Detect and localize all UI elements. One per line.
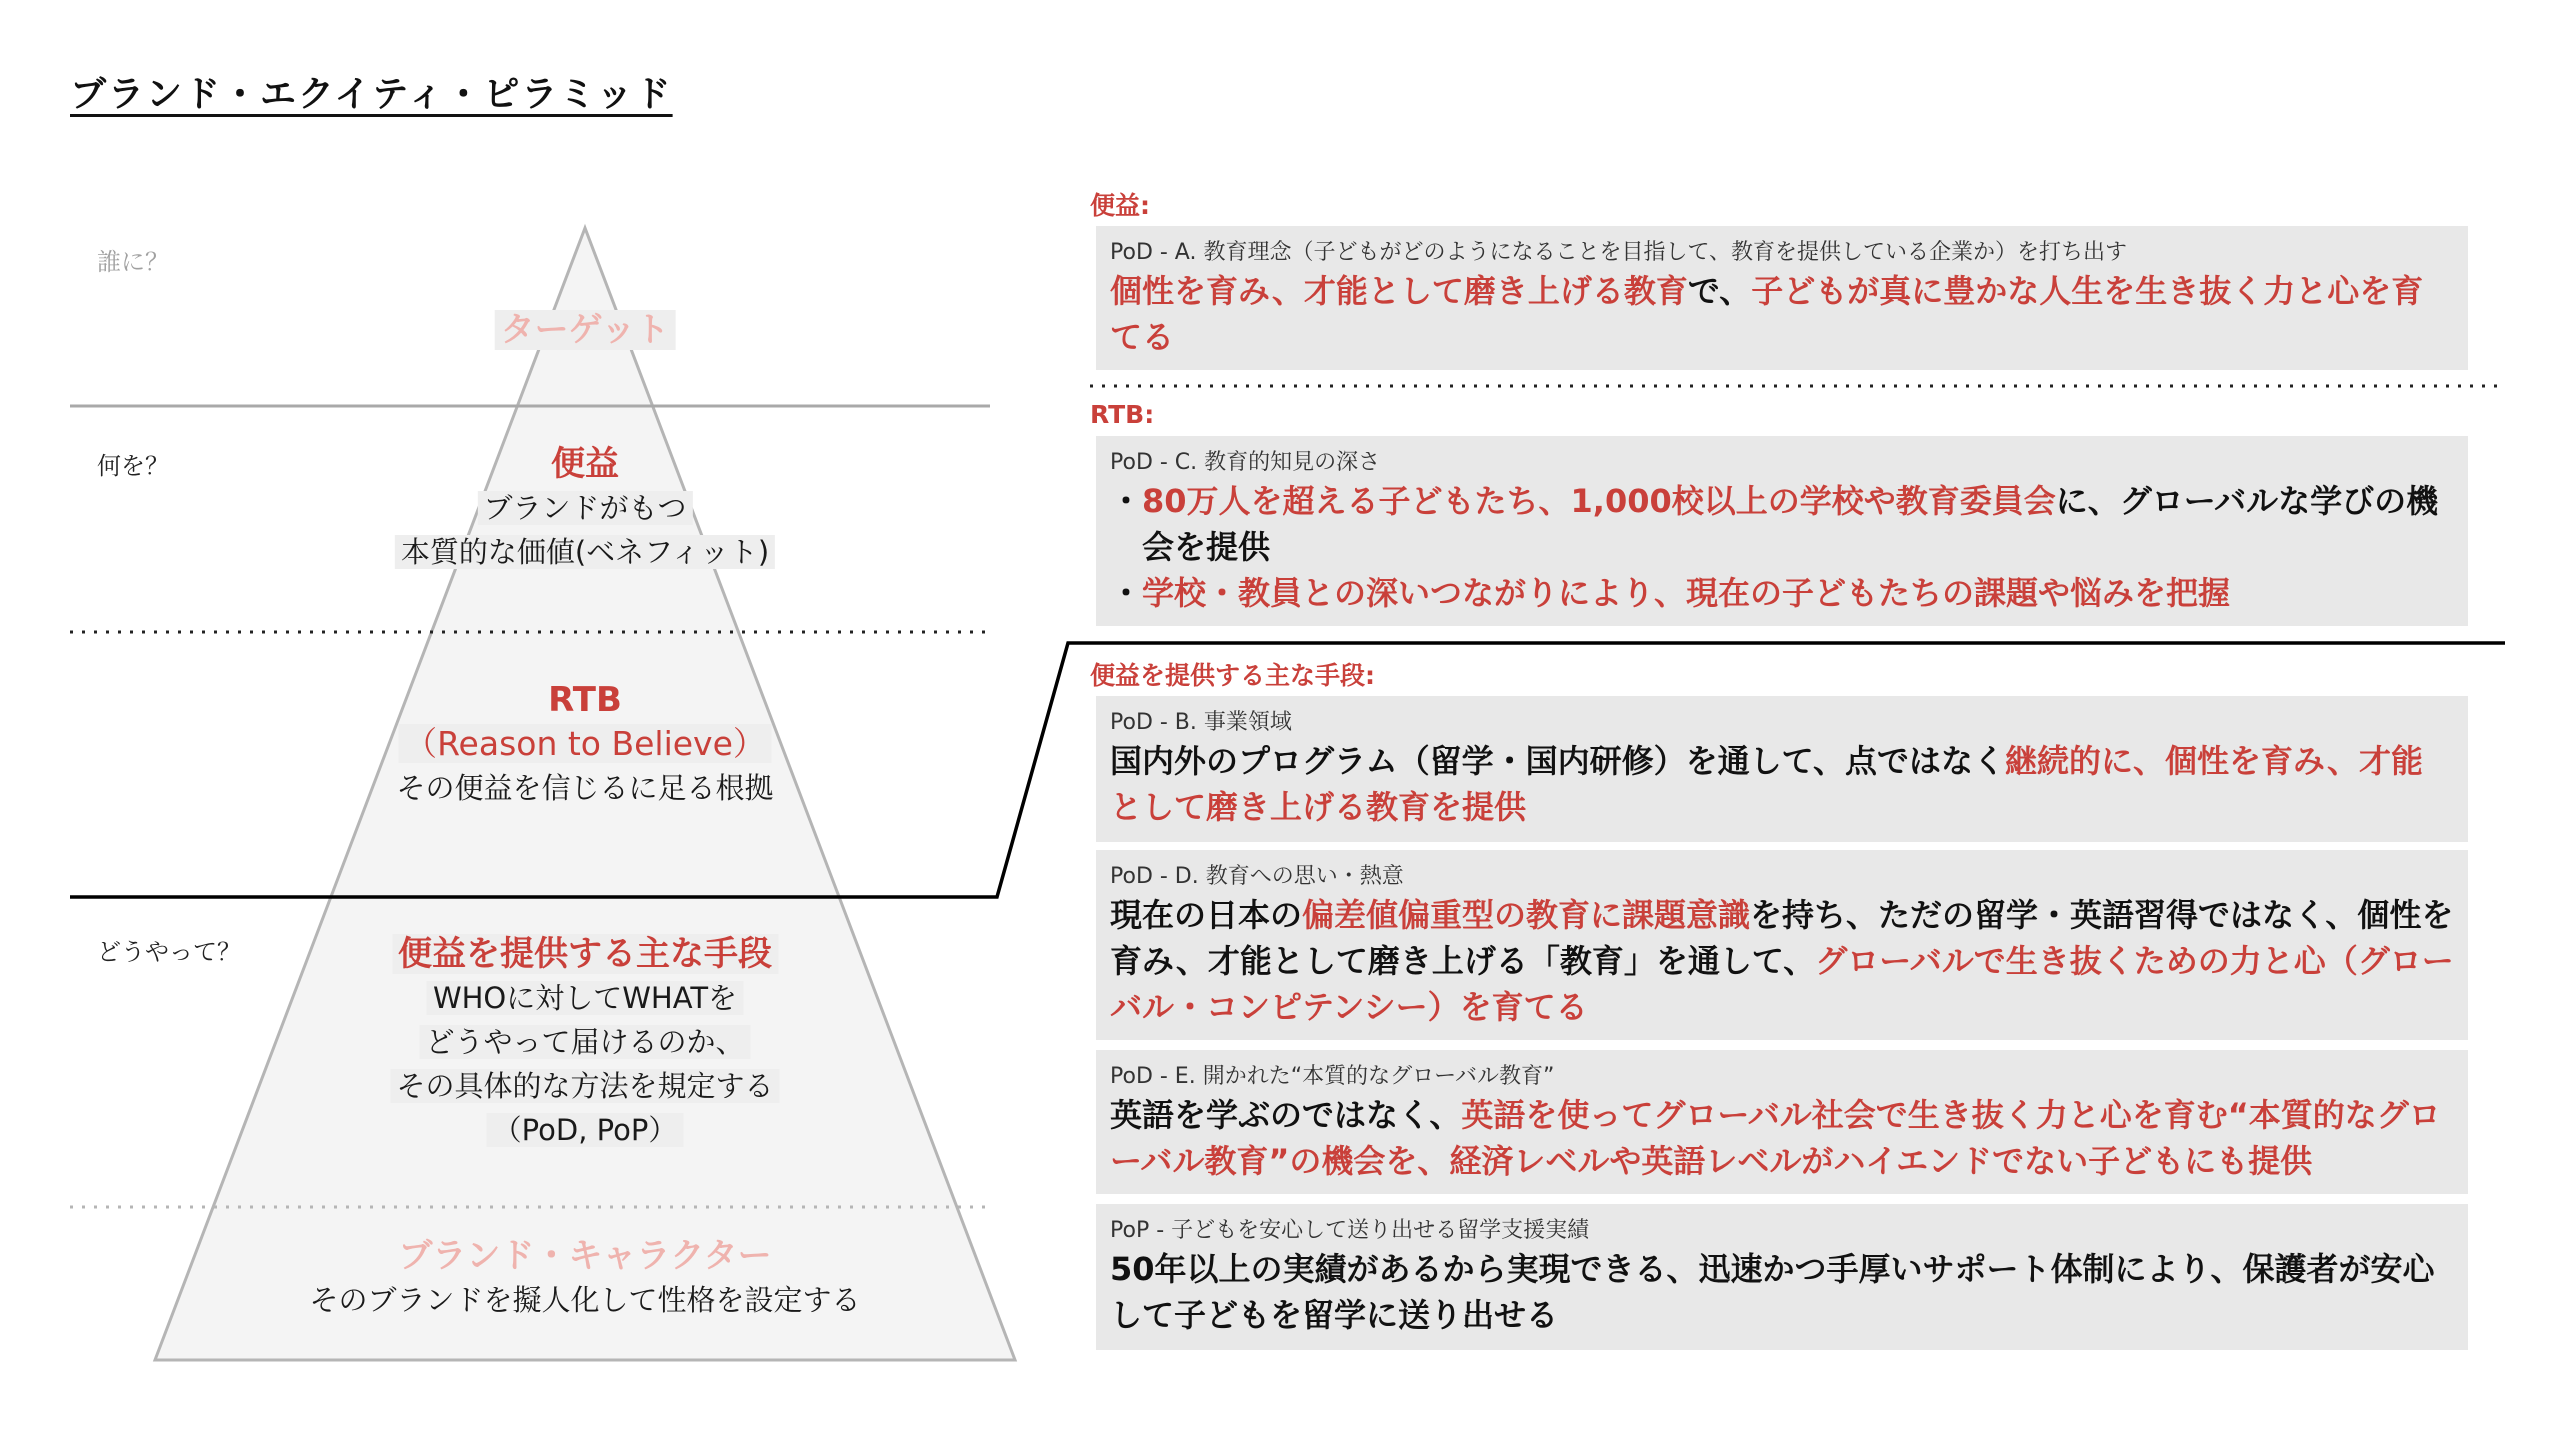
panel-pod-d-body: 現在の日本の偏差値偏重型の教育に課題意識を持ち、ただの留学・英語習得ではなく、個性を育み、才能として磨き上げる「教育」を通して、グローバルで生き抜くための力と心（グローバル・コンピテンシー）を育てる <box>1110 896 2454 1026</box>
panel-pop-body: 50年以上の実績があるから実現できる、迅速かつ手厚いサポート体制により、保護者が安心して子どもを留学に送り出せる <box>1110 1250 2435 1334</box>
page-title: ブランド・エクイティ・ピラミッド <box>70 74 673 115</box>
level-character <box>309 1234 860 1322</box>
panel-pop <box>1096 1204 2468 1350</box>
level-means-line3: その具体的な方法を規定する <box>390 1064 779 1108</box>
panel-pod-b-head: PoD - B. 事業領域 <box>1110 710 1292 735</box>
level-target-title: ターゲット <box>495 308 676 352</box>
section-label-benefit: 便益: <box>1090 191 1150 220</box>
panel-pod-a-body: 個性を育み、才能として磨き上げる教育で、子どもが真に豊かな人生を生き抜く力と心を育てる <box>1110 272 2424 356</box>
panel-pod-c <box>1096 436 2468 626</box>
panel-pod-a-head: PoD - A. 教育理念（子どもがどのようになることを目指して、教育を提供している企業か）を打ち出す <box>1110 240 2128 265</box>
section-label-means: 便益を提供する主な手段: <box>1090 661 1375 690</box>
panel-pod-c-bullet-1: ・ 80万人を超える子どもたち、1,000校以上の学校や教育委員会に、グローバルな学びの機会を提供 <box>1110 482 2439 566</box>
panel-pod-b <box>1096 696 2468 842</box>
level-benefit-title: 便益 <box>551 444 619 484</box>
level-means <box>390 932 779 1152</box>
question-what: 何を？ <box>97 452 169 480</box>
panel-pop-head: PoP - 子どもを安心して送り出せる留学支援実績 <box>1110 1218 1590 1243</box>
panel-pod-d-head: PoD - D. 教育への思い・熱意 <box>1110 864 1404 889</box>
level-character-line1: そのブランドを擬人化して性格を設定する <box>309 1283 861 1317</box>
level-rtb-line1: その便益を信じるに足る根拠 <box>396 771 774 805</box>
panel-pod-b-body: 国内外のプログラム（留学・国内研修）を通して、点ではなく継続的に、個性を育み、才能として磨き上げる教育を提供 <box>1110 742 2423 826</box>
level-character-title: ブランド・キャラクター <box>398 1236 772 1276</box>
panel-pod-a <box>1096 226 2468 370</box>
level-rtb-title: RTB <box>548 680 622 720</box>
level-benefit-line1: ブランドがもつ <box>395 486 775 530</box>
level-means-line4: （PoD, PoP） <box>390 1108 779 1152</box>
panel-pod-e <box>1096 1050 2468 1194</box>
level-benefit <box>395 442 775 574</box>
level-benefit-line2: 本質的な価値(ベネフィット) <box>395 530 775 574</box>
panel-pod-d <box>1096 850 2468 1040</box>
panel-pod-e-head: PoD - E. 開かれた“本質的なグローバル教育” <box>1110 1064 1555 1089</box>
section-label-rtb: RTB: <box>1090 400 1155 429</box>
panel-pod-c-head: PoD - C. 教育的知見の深さ <box>1110 450 1381 475</box>
question-how: どうやって？ <box>97 938 241 966</box>
panel-pod-e-body: 英語を学ぶのではなく、英語を使ってグローバル社会で生き抜く力と心を育む“本質的なグローバル教育”の機会を、経済レベルや英語レベルがハイエンドでない子どもにも提供 <box>1110 1096 2441 1180</box>
question-who: 誰に？ <box>97 248 169 276</box>
level-rtb <box>396 678 773 810</box>
panel-pod-c-bullet-2: ・ 学校・教員との深いつながりにより、現在の子どもたちの課題や悩みを把握 <box>1110 574 2231 612</box>
level-rtb-subtitle: （Reason to Believe） <box>396 722 773 766</box>
level-means-line1: WHOに対してWHATを <box>390 976 779 1020</box>
level-means-title: 便益を提供する主な手段 <box>390 932 779 976</box>
level-means-line2: どうやって届けるのか、 <box>390 1020 779 1064</box>
